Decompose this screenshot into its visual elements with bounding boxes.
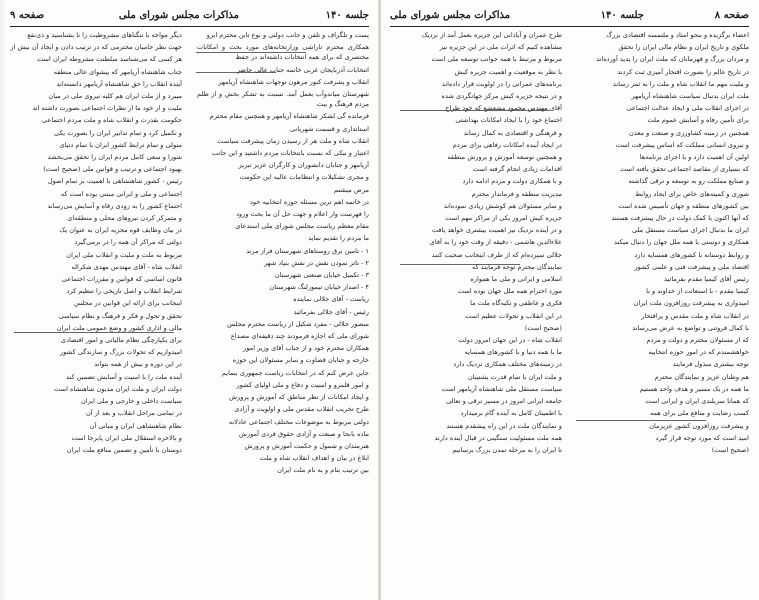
- text-line: شهرستان میاندوآب بعمل آمد. نسبت به تشکر بخش و از ظلم مردم فرهنگ و بیت: [197, 90, 369, 109]
- text-line: استانداری و قسمت شهربانی: [290, 124, 369, 133]
- scan-shadow: [0, 0, 6, 600]
- text-line: شورای ملی که اجازه فرمودند چند دقیقه‌ای مصداع: [230, 332, 369, 341]
- text-line: خارجه و جنابان قضاوت و سایر مسئولان این حوزه: [232, 356, 369, 365]
- text-line: ریاست - آقای جلالی نماینده: [293, 295, 369, 304]
- text-line: در بیان وظایف قوه مجریه ایران به عنوان یک: [59, 226, 182, 235]
- text-line: که همانا سربلندی ایران و ایرانی است: [645, 397, 749, 406]
- text-line: و با همکاری دولت و مردم ادامه دارد: [462, 177, 562, 186]
- text-line: شرایط انقلاب و اصل تاریخی را تنظیم کرد: [66, 287, 182, 296]
- text-line: مالی و اداری کشور و وضع عمومی ملت ایران: [56, 323, 182, 332]
- text-line: خواهشمندم که در امور حوزه انتخابیه: [648, 348, 749, 357]
- page-title: مذاکرات مجلس شورای ملی: [118, 10, 239, 21]
- text-line: اقتصاد ملی و پیشرفت فنی و علمی کشور: [634, 262, 749, 271]
- text-column: [197, 30, 369, 594]
- text-line: در تاریخ عالم را بصورت افتخار آمیزی ثبت کردند: [617, 67, 749, 76]
- text-line: و نمایندگان ملت در این راه پیشقدم هستند: [446, 421, 562, 430]
- text-line: فرمانده گی لشکر شاهنشاه آریامهر و همچنین مقام محترم: [209, 112, 369, 121]
- text-line: جامعه ایرانی امروز در مسیر ترقی و تعالی: [446, 397, 562, 406]
- text-line: میبرد و از ملت ایران هم کلیه نیروی ملی در میان: [48, 92, 182, 101]
- text-line: (صحیح است): [711, 445, 749, 454]
- text-line: و صنایع مملکت رو به توسعه و ترقی گذاشته: [628, 177, 749, 186]
- text-line: ۱ - تامین برق روستاهای شهرستان فراز مرند: [246, 246, 369, 255]
- text-line: آریامهر و جنابان دانشوران و کارگران عزیز تبریز: [238, 161, 369, 170]
- text-line: هم وطنان عزیز و نمایندگان محترم: [654, 372, 749, 381]
- text-line: حکومت بقدرت و انقلاب شاه و ملت مردم اجتماعی: [42, 116, 182, 125]
- page-number: صفحه ۹: [10, 10, 45, 21]
- text-line: کسب رضایت و منافع ملی برای همه: [649, 409, 749, 418]
- text-line: طرح تخریب انقلاب مقدس ملی و اولویت و آزادی: [234, 405, 369, 414]
- left-page: [0, 0, 379, 600]
- text-line: دولت ایران و ملت ایران مدیون شاهنشاه است: [54, 384, 182, 393]
- text-line: و مردان بزرگ و قهرمانان که ملت ایران را پدید آورده‌اند: [596, 55, 749, 64]
- text-line: ملت ایران بدنبال سیاست شاهنشاه آریامهر: [631, 92, 749, 101]
- text-line: در اجرای انقلاب ملی و ایجاد عدالت اجتماعی: [626, 104, 749, 113]
- text-line: شوری و کمیته‌های خاص برای ایجاد روابط: [635, 189, 749, 198]
- pen-underline: [14, 332, 174, 333]
- pen-underline: [576, 420, 706, 421]
- text-line: با کمال فروتنی و تواضع به عرض می‌رساند: [632, 323, 749, 332]
- page-title: مذاکرات مجلس شورای ملی: [390, 10, 511, 21]
- text-line: هنرمندان و شمول و حکمت آموزش و پرورش: [244, 441, 369, 450]
- text-line: ماده بانجا و صنعت و آزادی حقوق فردی آموزش: [238, 429, 369, 438]
- text-line: مدیریت منطقه و فرماندار محترم: [471, 189, 562, 198]
- pen-underline: [196, 72, 276, 73]
- text-line: در این دوره و بیش از همه بتواند: [94, 360, 182, 369]
- text-line: متولی و تمام ترابط کشور ایران با تمام دنیای: [59, 140, 182, 149]
- text-line: و متمرکز کردن نیروهای محلی و منطقه‌ای: [67, 214, 182, 223]
- text-line: ۲ - تاتر نمودن نقش در نقش بنیاد شهر: [264, 258, 369, 267]
- text-line: ۳ - تکمیل خیابان صنعتی شهرستان: [274, 271, 369, 280]
- text-line: و در آینده نزدیک نیز اهمیت بیشتری خواهد یافت: [431, 226, 562, 235]
- left-page-header: [10, 8, 369, 27]
- text-line: منصور جلالی - مفرد شکیل از ریاست محترم مجلس: [227, 319, 369, 328]
- text-line: ایران ما بدنبال اجرای سیاست مستقل ملی: [631, 226, 749, 235]
- text-line: اسلامی و ایرانی و ملی ما همواره: [470, 275, 562, 284]
- text-line: جهت نظر حامیان محترمی که در ترتیب دادن و ایجاد آن بیش از: [10, 43, 182, 52]
- text-line: در این انقلاب و تحولات عظیم است: [465, 311, 562, 320]
- text-line: برای تأمین رفاه و آسایش عموم ملت: [647, 116, 749, 125]
- text-line: امیدواریم که تحولات بزرگ و سازندگی کشور: [60, 348, 182, 357]
- right-page-header: [390, 8, 749, 27]
- text-line: مقام معظم ریاست مجلس شورای ملی استدعای: [235, 222, 369, 231]
- text-line: را فهرست وار اعلام و جهت حل آن ما بحث ورود: [236, 210, 369, 219]
- text-line: آینده انقلاب را حق شاهنشاه آریامهر دانسته‌اند: [56, 79, 182, 88]
- text-line: اجتماعی و ملی و ایرانی مبتنی بوده است که: [60, 189, 182, 198]
- text-line: انتخابات آذربایجان غربی خاتمه جناب عالی حاضر: [236, 65, 369, 74]
- text-line: ملیت و از خود ما از نظرات اجتماعی بصورت داشته اند: [32, 104, 182, 113]
- pen-underline: [196, 52, 306, 53]
- text-line: قانون اساسی که قوانین و مقررات اجتماعی: [61, 275, 182, 284]
- session-label: جلسه ۱۴۰: [325, 10, 369, 21]
- text-line: پست و تلگراف و تلفن و جانب دولتی و نوع تاین محترم ابرو: [206, 31, 369, 39]
- text-line: آقای مهندس محمود مشعشع که خود طراح: [445, 104, 562, 113]
- text-line: هر کسی که می‌شناسد سلطنت مشروطه ایران است: [37, 55, 182, 64]
- text-line: رئیس - کشور شاهنشاهی با اهمیت بر تمام اصول: [47, 177, 182, 186]
- text-line: اقدامات زیادی انجام گرفته است: [473, 165, 562, 174]
- text-line: و مجری تشکیلات و انتظامات عالیه این حکومت: [239, 173, 369, 182]
- text-line: همچنین در زمینه کشاورزی و صنعت و معدن: [629, 128, 749, 137]
- text-line: که بسیاری از مقاصد اجتماعی تحقق یافته است: [620, 165, 749, 174]
- text-line: بین کشورهای منطقه و جهان تأسیس شده است: [618, 201, 749, 210]
- text-line: رئیس - آقای جلالی بفرمائید: [293, 307, 369, 316]
- text-line: علاءالدین هاشمی - دقیقه از وقت خود را به آقای: [429, 238, 562, 247]
- text-line: امیدواری به پیشرفت روزافزون ملت ایران: [633, 299, 749, 308]
- text-line: اعضاء برگزیده و بنحو امثاد و ملتمسه اقتصادی بزرگ: [606, 31, 749, 39]
- text-line: و فرهنگی و اقتصادی به کمال رساند: [463, 128, 562, 137]
- text-line: در انقلاب شاه و ملت مقدس و پرافتخار: [641, 311, 749, 320]
- text-line: بهبود اجتماعی و ترتیب و قوانین ملی (صحیح است): [43, 165, 182, 174]
- text-line: و روابط دوستانه با کشورهای همسایه دارد: [634, 250, 749, 259]
- text-line: سیاست مستقل ملی شاهنشاه آریامهر است: [441, 384, 562, 393]
- text-line: فکری و عاطفی و تکیه‌گاه ملت ما: [470, 299, 562, 308]
- text-line: مورد احترام همه ملل جهان بوده است: [457, 287, 562, 296]
- text-line: همکاری و دوستی با همه ملل جهان را دنبال میکند: [614, 238, 749, 247]
- text-line: و ایجاد امکانات از نظر مناطق که آموزش و پرورش: [229, 393, 369, 402]
- text-line: اعتبار و نیکی که نسبت بانتخابات مردم داشتید و این جانب: [211, 149, 369, 158]
- text-line: ملکوی و تاریخ ایران و نظام مالی ایران را تحقق: [618, 43, 749, 52]
- text-line: مربوط و مرتبط با همه جوانب توسعه ملی است: [431, 55, 562, 64]
- text-line: و پیشرفت روزافزون کشور عزیزمان: [649, 421, 749, 430]
- text-line: با اطمینان کامل به آینده گام برمیدارد: [460, 409, 562, 418]
- text-line: ابلاغ در بیان و اهداف انقلاب شاه و ملت: [259, 454, 369, 463]
- text-line: همکاری محترم تاراشی وزارتخانه‌های مورد بحث و امکانات مختصری که برای همه انتخابات داشته‌اند در حفظ: [197, 43, 369, 62]
- text-line: جلالی سپرده‌ام که از طرف اینجانب صحبت کنند: [431, 250, 562, 259]
- text-line: مرض میشتم: [333, 185, 369, 194]
- text-line: شورا و سعی کامل مردم ایران را تحقق می‌بخشد: [47, 153, 182, 162]
- pen-underline: [400, 110, 550, 111]
- text-line: تا ایران را به مرحله تمدن بزرگ برسانیم: [452, 445, 562, 454]
- text-line: و ملت ایران با تمام قدرت پشتیبان: [467, 372, 562, 381]
- pen-underline: [400, 264, 520, 265]
- text-line: رئیس آقای کیمیا مقدم بفرمائید: [664, 275, 749, 284]
- text-line: همه ملت مسئولیت سنگینی در قبال آینده دارند: [434, 433, 562, 442]
- text-line: جناب شاهنشاه آریامهر که پیشوای عالی منطقه: [53, 67, 182, 76]
- right-page-columns: [390, 30, 749, 594]
- text-line: توجه بیشتری مبذول فرمایند: [672, 360, 749, 369]
- text-line: نظام شاهنشاهی ایران و مبانی آن: [89, 421, 182, 430]
- text-line: که آنها اکنون با کمک دولت در حال پیشرفت هستند: [611, 214, 749, 223]
- text-line: ۴ - اصدار خیابان تیمورلنگ شهرستان: [269, 283, 369, 292]
- text-line: جاین عرض کنم که در انتخابات ریاست جمهوری بنمایم: [221, 368, 369, 377]
- text-line: (صحیح است): [524, 323, 562, 332]
- text-line: و امور قلمرو و امنیت و دفاع و ملی اولیای کشور: [236, 380, 369, 389]
- text-line: اجتماع کشور را به زودی رفاه و آسایش می‌رساند: [47, 201, 182, 210]
- text-line: و بالاخره استقلال ملی ایران پابرجا است: [71, 433, 182, 442]
- text-line: طرح عمران و آبادانی این جزیره بعمل آمد از نزدیک: [421, 31, 562, 39]
- text-line: اینجانب برای ارائه این قوانین در مجلس: [74, 299, 182, 308]
- text-line: و ملیت مهم ما انقلاب شاه و ملت را به ثمر رساند: [612, 79, 749, 88]
- text-line: بین ترتیب بنام و به نام ملت ایران: [277, 466, 369, 475]
- text-line: و سایر مسئولان هم کوشش زیادی نموده‌اند: [443, 201, 562, 210]
- text-line: با نظر به موقعیت و اهمیت جزیره کیش: [454, 67, 562, 76]
- text-line: تحقق و تحول و فکر و فرهنگ و نظام سیاسی: [58, 311, 182, 320]
- right-page: [380, 0, 759, 600]
- text-line: در ایجاد آینده امکانات رفاهی برای مردم: [452, 140, 562, 149]
- text-line: ما همه در یک مسیر و هدف واحد هستیم: [639, 384, 749, 393]
- text-line: دوستان با تأمین و تضمین منافع ملت ایران: [66, 445, 182, 454]
- text-line: و تکمیل کرد و تمام تدابیر ایران را بصورت یکی: [54, 128, 182, 137]
- text-line: که از مسئولان محترم و دولت و مردم: [646, 336, 749, 345]
- page-number: صفحه ۸: [714, 10, 749, 21]
- text-line: و نیروی انسانی مملکت که اساس پیشرفت است: [615, 140, 749, 149]
- text-line: و همچنین توسعه آموزش و پرورش منطقه: [447, 153, 562, 162]
- text-line: انقلاب و پشرفت کنور مرهون توجهات شاهنشاه آریامهر: [218, 77, 369, 86]
- text-line: آینده ملت را با امنیت و آسایش تضمین کند: [66, 372, 182, 381]
- text-line: اجتماع خود را با ایجاد امکانات بهداشتی: [455, 116, 562, 125]
- text-line: ما مردم را تقدیم نماید: [308, 234, 369, 243]
- text-line: انقلاب شاه - در این جهان امروز دولت: [458, 336, 562, 345]
- text-line: کیمیا مقدم - با استعانت از خداوند و با: [646, 287, 749, 296]
- text-line: برای یکپارچگی نظام مالیاتی و امور اقتصادی: [60, 336, 182, 345]
- text-line: دولتی که مراکز آن همه را در برمی‌گیرد: [74, 238, 182, 247]
- text-line: جزیره کیش امروز یکی از مراکز مهم است: [445, 214, 562, 223]
- text-column: [10, 30, 182, 594]
- text-line: اولین آن اهمیت دارد و با اجرای برنامه‌ها: [639, 153, 749, 162]
- text-line: انقلاب شاه و ملت هر از رسیدن زمان پیشرفت سیاست: [217, 136, 369, 145]
- text-line: نمایندگان محترم توجه فرمایند که: [472, 262, 562, 271]
- text-line: مشاهده کنیم که اثرات ملی در این جزیره نیز: [439, 43, 562, 52]
- text-line: امید است که مورد توجه قرار گیرد: [655, 433, 749, 442]
- text-line: و در نتیجه جزیره کیش مرکز جهانگردی شده: [441, 92, 562, 101]
- text-line: دیگر مواجه با تنگناهای مشروطیت را نا بشناسید و ذی‌نفع: [27, 31, 182, 39]
- text-line: برنامه‌های عمرانی را در اولویت قرار داده‌اند: [441, 79, 562, 88]
- text-line: انقلاب شاه - آقای مهندس مهدی شکراله: [71, 262, 182, 271]
- text-column: [390, 30, 562, 594]
- text-line: مربوط به ملت و ملیت و انقلاب ملی ایران: [66, 250, 182, 259]
- left-page-columns: [10, 30, 369, 594]
- text-line: همکاران محترم خود و از جناب آقای وزیر امور: [243, 344, 369, 353]
- text-line: در تمامی مراحل انقلاب و بعد از آن: [85, 409, 182, 418]
- text-line: دولتی مربوط به موضوعات مختلف اجتماعی عادلانه: [228, 417, 369, 426]
- text-line: در زمینه‌های مختلف همکاری نزدیک دارد: [453, 360, 562, 369]
- text-line: در خاتمه اهم ترین مسئله حوزه انتخابیه خود: [249, 197, 369, 206]
- text-line: ما با همه دنیا و با کشورهای همسایه: [464, 348, 562, 357]
- session-label: جلسه ۱۴۰: [600, 10, 644, 21]
- text-column: [577, 30, 749, 594]
- text-line: سیاست داخلی و خارجی و ملی ایران: [80, 397, 182, 406]
